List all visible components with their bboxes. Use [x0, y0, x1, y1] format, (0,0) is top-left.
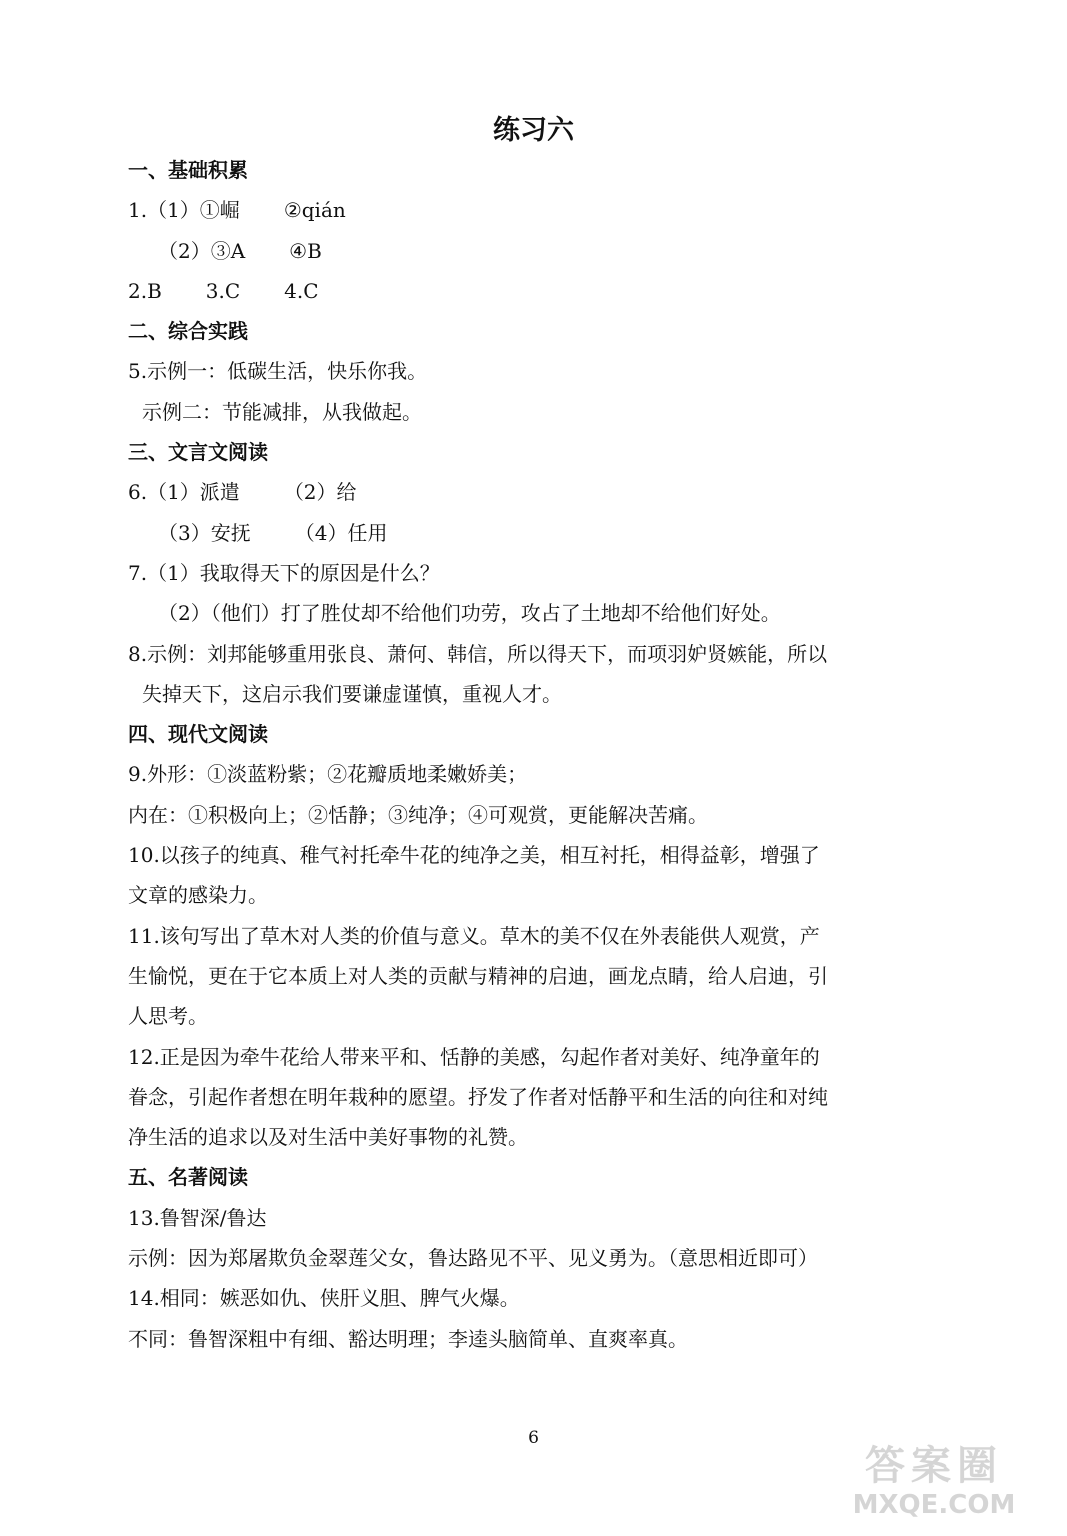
page-title: 练习六	[493, 115, 574, 146]
watermark-top: 答案圈	[865, 1443, 1003, 1489]
answer-line: 12.正是因为牵牛花给人带来平和、恬静的美感，勾起作者对美好、纯净童年的	[128, 1044, 820, 1069]
answer-line: 5.示例一：低碳生活，快乐你我。	[128, 359, 428, 384]
answer-item: 4.C	[284, 278, 319, 303]
answer-item: ④B	[289, 238, 322, 263]
page-number: 6	[528, 1428, 539, 1448]
answer-line: 眷念，引起作者想在明年栽种的愿望。抒发了作者对恬静平和生活的向往和对纯	[128, 1084, 828, 1109]
answer-line: 示例：因为郑屠欺负金翠莲父女，鲁达路见不平、见义勇为。（意思相近即可）	[128, 1246, 818, 1271]
answer-line: 11.该句写出了草木对人类的价值与意义。草木的美不仅在外表能供人观赏，产	[128, 923, 820, 948]
answer-item: （2）③A	[158, 238, 246, 263]
watermark-logo	[839, 1442, 1029, 1524]
answer-line: 9.外形：①淡蓝粉紫；②花瓣质地柔嫩娇美；	[128, 762, 528, 787]
answer-content	[128, 150, 948, 1359]
answer-item: 6.（1）派遣	[128, 480, 240, 505]
section-heading: 三、文言文阅读	[128, 440, 268, 465]
answer-item: 1.（1）①崛	[128, 198, 240, 223]
section-heading: 二、综合实践	[128, 319, 248, 344]
answer-line: 生愉悦，更在于它本质上对人类的贡献与精神的启迪，画龙点睛，给人启迪，引	[128, 963, 828, 988]
answer-line: （2）（他们）打了胜仗却不给他们功劳，攻占了土地却不给他们好处。	[158, 601, 781, 626]
answer-line: 人思考。	[128, 1004, 208, 1029]
answer-line: 7.（1）我取得天下的原因是什么？	[128, 560, 440, 585]
answer-item: ②qián	[283, 198, 346, 223]
answer-item: （2）给	[283, 480, 357, 505]
answer-line: 10.以孩子的纯真、稚气衬托牵牛花的纯净之美，相互衬托，相得益彰，增强了	[128, 843, 820, 868]
answer-line: 14.相同：嫉恶如仇、侠肝义胆、脾气火爆。	[128, 1286, 520, 1311]
answer-line	[128, 472, 948, 512]
section-heading: 五、名著阅读	[128, 1165, 248, 1190]
answer-line: 失掉天下，这启示我们要谦虚谨慎，重视人才。	[142, 681, 562, 706]
answer-line: 13.鲁智深/鲁达	[128, 1205, 267, 1230]
answer-line: 示例二：节能减排，从我做起。	[142, 399, 422, 424]
watermark-bottom: MXQE.COM	[852, 1490, 1016, 1520]
answer-item: 3.C	[205, 278, 241, 303]
answer-line	[128, 513, 948, 553]
answer-line: 8.示例：刘邦能够重用张良、萧何、韩信，所以得天下，而项羽妒贤嫉能，所以	[128, 641, 828, 666]
section-heading: 一、基础积累	[128, 158, 248, 182]
answer-item: 2.B	[128, 278, 162, 303]
answer-line: 文章的感染力。	[128, 883, 268, 908]
answer-line	[128, 271, 948, 311]
answer-line	[128, 190, 948, 230]
answer-line: 内在：①积极向上；②恬静；③纯净；④可观赏，更能解决苦痛。	[128, 802, 708, 827]
answer-item: （4）任用	[294, 520, 388, 545]
answer-line	[128, 231, 948, 271]
answer-line: 不同：鲁智深粗中有细、豁达明理；李逵头脑简单、直爽率真。	[128, 1326, 688, 1351]
answer-line: 净生活的追求以及对生活中美好事物的礼赞。	[128, 1125, 528, 1150]
section-heading: 四、现代文阅读	[128, 722, 268, 747]
answer-item: （3）安抚	[158, 520, 251, 545]
